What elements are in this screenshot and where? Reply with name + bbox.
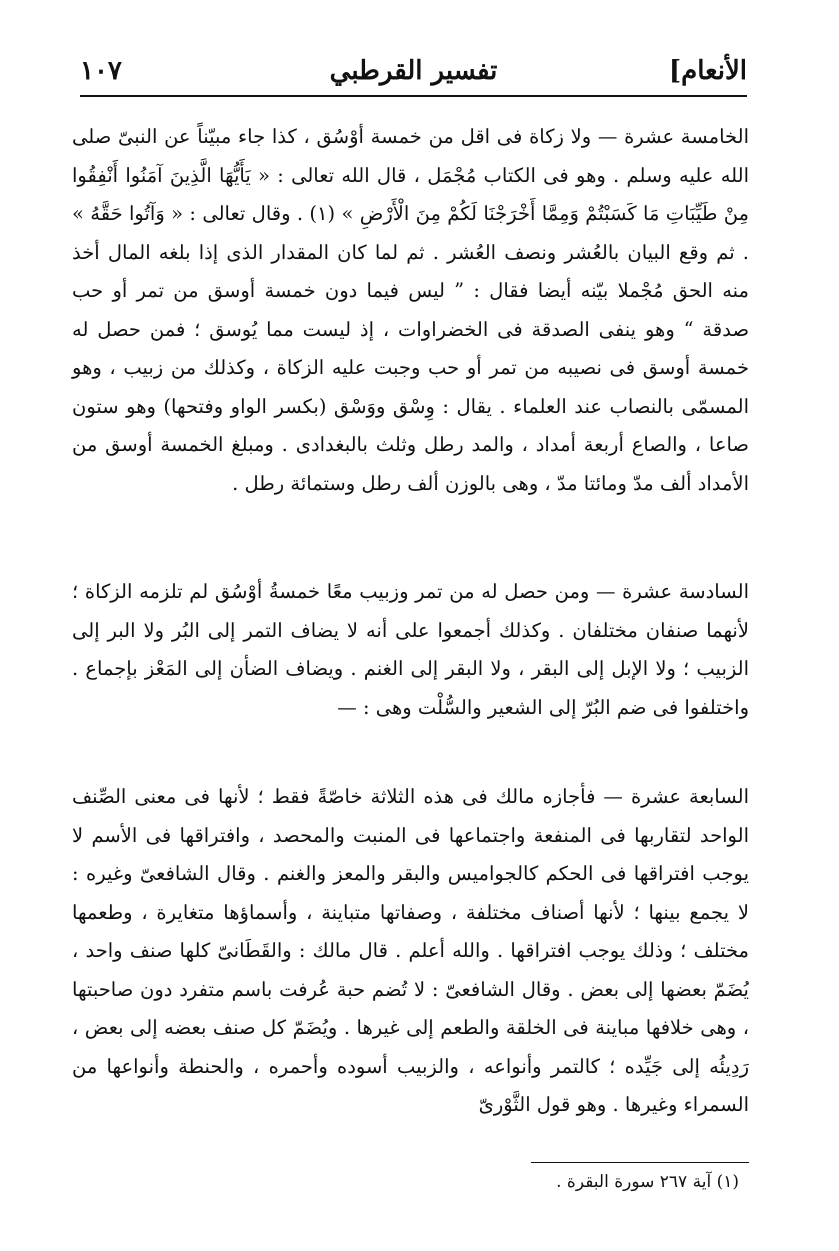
page-number: ١٠٧	[80, 56, 122, 86]
header-divider	[80, 95, 747, 97]
footnote-divider	[531, 1162, 749, 1163]
chapter-title: الأنعام]	[668, 56, 747, 86]
paragraph-fifteenth: الخامسة عشرة — ولا زكاة فى اقل من خمسة أوْسُق ، كذا جاء مبيّناً عن النبىّ صلى الله عليه وسلم . وهو فى الكتاب مُجْمَل ، قال الله تعالى : « يَأَيُّهَا الَّذِينَ آمَنُوا أَنْفِقُوا مِنْ طَيِّبَاتِ مَا كَسَبْتُمْ وَمِمَّا أَخْرَجْنَا لَكُمْ مِنَ الْأَرْضِ » (١) . وقال تعالى : « وَآتُوا حَقَّهُ » . ثم وقع البيان بالعُشر ونصف العُشر . ثم لما كان المقدار الذى إذا بلغه المال أخذ منه الحق مُجْملا بيّنه أيضا فقال : ” ليس فيما دون خمسة أوسق من تمر أو حب صدقة “ وهو ينفى الصدقة فى الخضراوات ، إذ ليست مما يُوسق ؛ فمن حصل له خمسة أوسق فى نصيبه من تمر أو حب وجبت عليه الزكاة ، وكذلك من زبيب ، وهو المسمّى بالنصاب عند العلماء . يقال : وِسْق ووَسْق (بكسر الواو وفتحها) وهو ستون صاعا ، والصاع أربعة أمداد ، والمد رطل وثلث بالبغدادى . ومبلغ الخمسة أوسق من الأمداد ألف مدّ ومائتا مدّ ، وهى بالوزن ألف رطل وستمائة رطل .	[72, 125, 749, 495]
paragraph-seventeenth: السابعة عشرة — فأجازه مالك فى هذه الثلاثة خاصّةً فقط ؛ لأنها فى معنى الصِّنف الواحد لتقاربها فى المنفعة واجتماعها فى المنبت والمحصد ، وافتراقها فى الأسم لا يوجب افتراقها فى الحكم كالجواميس والبقر والمعز والغنم . وقال الشافعىّ وغيره : لا يجمع بينها ؛ لأنها أصناف مختلفة ، وصفاتها متباينة ، وأسماؤها متغايرة ، وطعمها مختلف ؛ وذلك يوجب افتراقها . والله أعلم . قال مالك : والقَطَانىّ كلها صنف واحد ، يُضَمّ بعضها إلى بعض . وقال الشافعىّ : لا تُضم حبة عُرفت باسم متفرد دون صاحبتها ، وهى خلافها مباينة فى الخلقة والطعم إلى غيرها . ويُضَمّ كل صنف بعضه إلى بعض ، رَدِيئُه إلى جَيِّده ؛ كالتمر وأنواعه ، والزبيب أسوده وأحمره ، والحنطة وأنواعها من السمراء وغيرها . وهو قول الثَّوْرىّ	[72, 785, 749, 1116]
paragraph-sixteenth: السادسة عشرة — ومن حصل له من تمر وزبيب معًا خمسةُ أوْسُق لم تلزمه الزكاة ؛ لأنهما صنفان مختلفان . وكذلك أجمعوا على أنه لا يضاف التمر إلى البُر ولا البر إلى الزبيب ؛ ولا الإبل إلى البقر ، ولا البقر إلى الغنم . ويضاف الضأن إلى المَعْز بإجماع . واختلفوا فى ضم البُرّ إلى الشعير والسُّلْت وهى : —	[72, 580, 749, 719]
book-title: تفسير القرطبي	[329, 56, 498, 86]
footnote: (١) آية ٢٦٧ سورة البقرة .	[556, 1172, 739, 1192]
page-header	[80, 52, 747, 92]
